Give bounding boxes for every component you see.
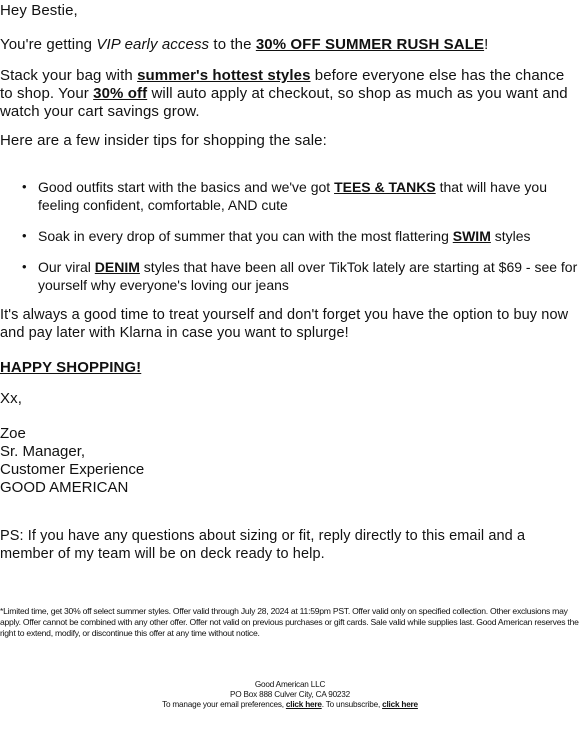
intro-mid: to the bbox=[209, 36, 256, 53]
greeting: Hey Bestie, bbox=[0, 2, 78, 19]
tip-text: styles that have been all over TikTok lately are starting at $69 - see for yourself why everyone's loving our jeans bbox=[38, 259, 578, 293]
unsub-text: . To unsubscribe, bbox=[321, 700, 383, 709]
klarna-paragraph: It's always a good time to treat yourself and don't forget you have the option to buy now and pay later with Klarna in case you want to splurge! bbox=[0, 307, 569, 341]
stack-part3: will auto apply at checkout, so shop as much as you want and watch your cart savings grow. bbox=[0, 85, 568, 120]
hottest-styles-link[interactable]: summer's hottest styles bbox=[137, 67, 311, 84]
tip-text: Good outfits start with the basics and we've got bbox=[38, 179, 335, 195]
prefs-text: To manage your email preferences, bbox=[162, 700, 286, 709]
tip-text: Soak in every drop of summer that you can with the most flattering bbox=[38, 228, 453, 244]
signature-name: Zoe bbox=[0, 425, 26, 442]
happy-shopping-line bbox=[0, 359, 580, 377]
tip-text: Our viral bbox=[38, 259, 95, 275]
footer-preferences bbox=[0, 700, 580, 710]
footer-address: PO Box 888 Culver City, CA 90232 bbox=[230, 690, 350, 699]
unsubscribe-link[interactable]: click here bbox=[382, 700, 418, 709]
signature-block bbox=[0, 425, 580, 497]
denim-link[interactable]: DENIM bbox=[94, 259, 140, 275]
signature-company: GOOD AMERICAN bbox=[0, 479, 129, 496]
vip-text: VIP early access bbox=[96, 36, 210, 53]
intro-prefix: You're getting bbox=[0, 36, 97, 53]
tips-intro: Here are a few insider tips for shopping the sale: bbox=[0, 132, 327, 149]
intro-paragraph bbox=[0, 36, 580, 54]
tip-text: that will have you feeling confident, comfortable, AND cute bbox=[38, 179, 547, 213]
disclaimer: *Limited time, get 30% off select summer styles. Offer valid through July 28, 2024 at 11:59pm PST. Offer valid only on specified collection. Other exclusions may apply. Offer cannot be combined with any other offer. Offer not valid on previous purchases or gift cards. Sale valid while supplies last. Good American reserves the right to extend, modify, or discontinue this offer at any time without notice. bbox=[0, 606, 579, 638]
stack-paragraph bbox=[0, 67, 580, 121]
footer bbox=[0, 680, 580, 710]
tip-item bbox=[38, 178, 580, 214]
ps-paragraph: PS: If you have any questions about sizing or fit, reply directly to this email and a member of my team will be on deck ready to help. bbox=[0, 528, 526, 562]
tees-tanks-link[interactable]: TEES & TANKS bbox=[334, 179, 436, 195]
sale-link[interactable]: 30% OFF SUMMER RUSH SALE bbox=[255, 36, 485, 53]
footer-company: Good American LLC bbox=[254, 680, 326, 689]
happy-shopping-link[interactable]: HAPPY SHOPPING! bbox=[0, 359, 142, 376]
stack-part1: Stack your bag with bbox=[0, 67, 138, 84]
tip-item bbox=[38, 227, 580, 245]
signoff: Xx, bbox=[0, 390, 22, 407]
signature-title: Sr. Manager, bbox=[0, 443, 86, 460]
stack-part2: before everyone else has the chance to shop. Your bbox=[0, 67, 565, 102]
tip-item bbox=[38, 258, 580, 294]
tip-text: styles bbox=[490, 228, 531, 244]
thirty-off-link[interactable]: 30% off bbox=[93, 85, 148, 102]
signature-department: Customer Experience bbox=[0, 461, 145, 478]
intro-suffix: ! bbox=[484, 36, 489, 53]
manage-preferences-link[interactable]: click here bbox=[285, 700, 322, 709]
swim-link[interactable]: SWIM bbox=[452, 228, 491, 244]
